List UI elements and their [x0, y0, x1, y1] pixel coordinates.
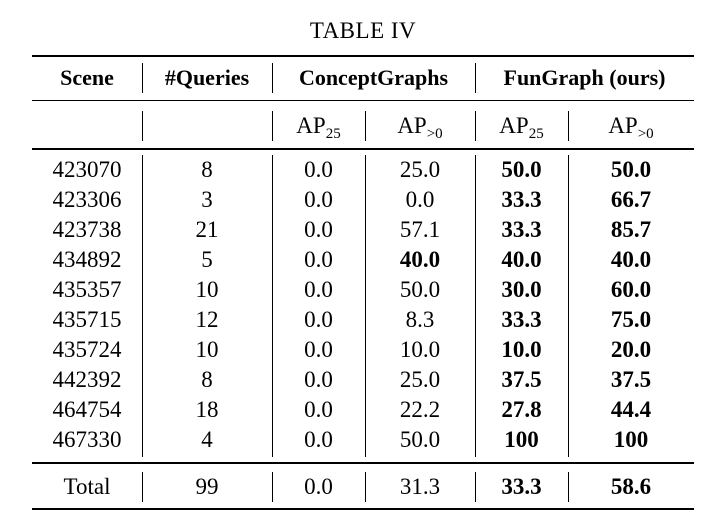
- header-conceptgraphs: ConceptGraphs: [298, 65, 449, 90]
- cell-scene: 434892: [52, 247, 122, 272]
- cell-scene: 435724: [52, 337, 122, 362]
- cell-cg-ap25: 0.0: [304, 427, 333, 452]
- cell-fg-ap25: 50.0: [501, 157, 542, 182]
- subheader-fg-ap25: [475, 111, 568, 141]
- table-caption: TABLE IV: [309, 18, 417, 43]
- cell-scene: 423070: [52, 157, 122, 182]
- cell-scene: 435357: [52, 277, 122, 302]
- total-fg-ap25: 33.3: [501, 474, 542, 499]
- cell-fg-ap0: 44.4: [610, 397, 652, 422]
- cell-fg-ap0: 40.0: [610, 247, 652, 272]
- cell-scene: 423738: [52, 217, 122, 242]
- cell-scene: 442392: [52, 367, 122, 392]
- cell-queries: 5: [201, 247, 213, 272]
- total-cg-ap25: 0.0: [304, 474, 333, 499]
- subheader-rule: [32, 148, 694, 150]
- bottom-rule: [32, 508, 694, 510]
- cell-cg-ap0: 25.0: [399, 367, 441, 392]
- ap25-base: AP: [499, 113, 529, 138]
- top-rule: [32, 55, 694, 57]
- cell-fg-ap0: 100: [613, 427, 649, 452]
- cell-fg-ap0: 37.5: [610, 367, 652, 392]
- subheader-cg-ap0: [365, 111, 475, 141]
- ap25-base: AP: [296, 113, 326, 138]
- cell-fg-ap0: 85.7: [610, 217, 652, 242]
- header-rule: [32, 100, 694, 101]
- cell-cg-ap25: 0.0: [304, 307, 333, 332]
- cell-cg-ap25: 0.0: [304, 277, 333, 302]
- cell-fg-ap25: 33.3: [501, 307, 542, 332]
- cell-fg-ap25: 10.0: [501, 337, 542, 362]
- cell-cg-ap0: 8.3: [405, 307, 435, 332]
- ap25-sub: 25: [325, 126, 341, 142]
- header-queries: #Queries: [164, 65, 250, 90]
- cell-cg-ap0: 25.0: [399, 157, 441, 182]
- cell-cg-ap25: 0.0: [304, 247, 333, 272]
- cell-cg-ap0: 50.0: [399, 427, 441, 452]
- cell-scene: 467330: [52, 427, 122, 452]
- cell-queries: 8: [201, 367, 213, 392]
- ap0-base: AP: [608, 113, 638, 138]
- cell-cg-ap0: 22.2: [399, 397, 441, 422]
- cell-scene: 435715: [52, 307, 122, 332]
- cell-cg-ap0: 0.0: [405, 187, 435, 212]
- cell-fg-ap25: 100: [504, 427, 539, 452]
- cell-cg-ap0: 57.1: [399, 217, 441, 242]
- body-rule: [32, 462, 694, 464]
- col-divider-1-sub: [142, 111, 143, 141]
- cell-queries: 4: [201, 427, 213, 452]
- cell-fg-ap25: 30.0: [501, 277, 542, 302]
- subheader-cg-ap25: [272, 111, 365, 141]
- total-cg-ap0: 31.3: [399, 474, 441, 499]
- cell-cg-ap25: 0.0: [304, 367, 333, 392]
- cell-queries: 8: [201, 157, 213, 182]
- ap0-sub: >0: [426, 126, 443, 142]
- cell-fg-ap0: 75.0: [610, 307, 652, 332]
- cell-scene: 464754: [52, 397, 122, 422]
- cell-cg-ap25: 0.0: [304, 187, 333, 212]
- cell-fg-ap25: 37.5: [501, 367, 542, 392]
- cell-queries: 12: [195, 307, 219, 332]
- cell-fg-ap0: 20.0: [610, 337, 652, 362]
- cell-queries: 10: [195, 277, 219, 302]
- ap0-base: AP: [397, 113, 427, 138]
- cell-cg-ap0: 10.0: [399, 337, 441, 362]
- header-fungraph: FunGraph (ours): [503, 65, 666, 90]
- ap25-sub: 25: [528, 126, 544, 142]
- cell-cg-ap25: 0.0: [304, 157, 333, 182]
- total-fg-ap0: 58.6: [610, 474, 652, 499]
- cell-scene: 423306: [52, 187, 122, 212]
- subheader-fg-ap0: [568, 111, 694, 141]
- cell-fg-ap25: 33.3: [501, 187, 542, 212]
- cell-fg-ap0: 50.0: [610, 157, 652, 182]
- cell-queries: 3: [201, 187, 213, 212]
- ap0-sub: >0: [637, 126, 654, 142]
- cell-cg-ap25: 0.0: [304, 337, 333, 362]
- total-label: Total: [63, 474, 111, 499]
- cell-queries: 21: [195, 217, 219, 242]
- cell-cg-ap0: 40.0: [399, 247, 441, 272]
- cell-queries: 10: [195, 337, 219, 362]
- total-queries: 99: [195, 474, 219, 499]
- cell-cg-ap25: 0.0: [304, 397, 333, 422]
- cell-cg-ap25: 0.0: [304, 217, 333, 242]
- cell-fg-ap25: 27.8: [501, 397, 542, 422]
- cell-fg-ap0: 60.0: [610, 277, 652, 302]
- header-scene: Scene: [60, 65, 114, 90]
- cell-queries: 18: [195, 397, 219, 422]
- cell-fg-ap25: 40.0: [501, 247, 542, 272]
- cell-cg-ap0: 50.0: [399, 277, 441, 302]
- cell-fg-ap25: 33.3: [501, 217, 542, 242]
- cell-fg-ap0: 66.7: [610, 187, 652, 212]
